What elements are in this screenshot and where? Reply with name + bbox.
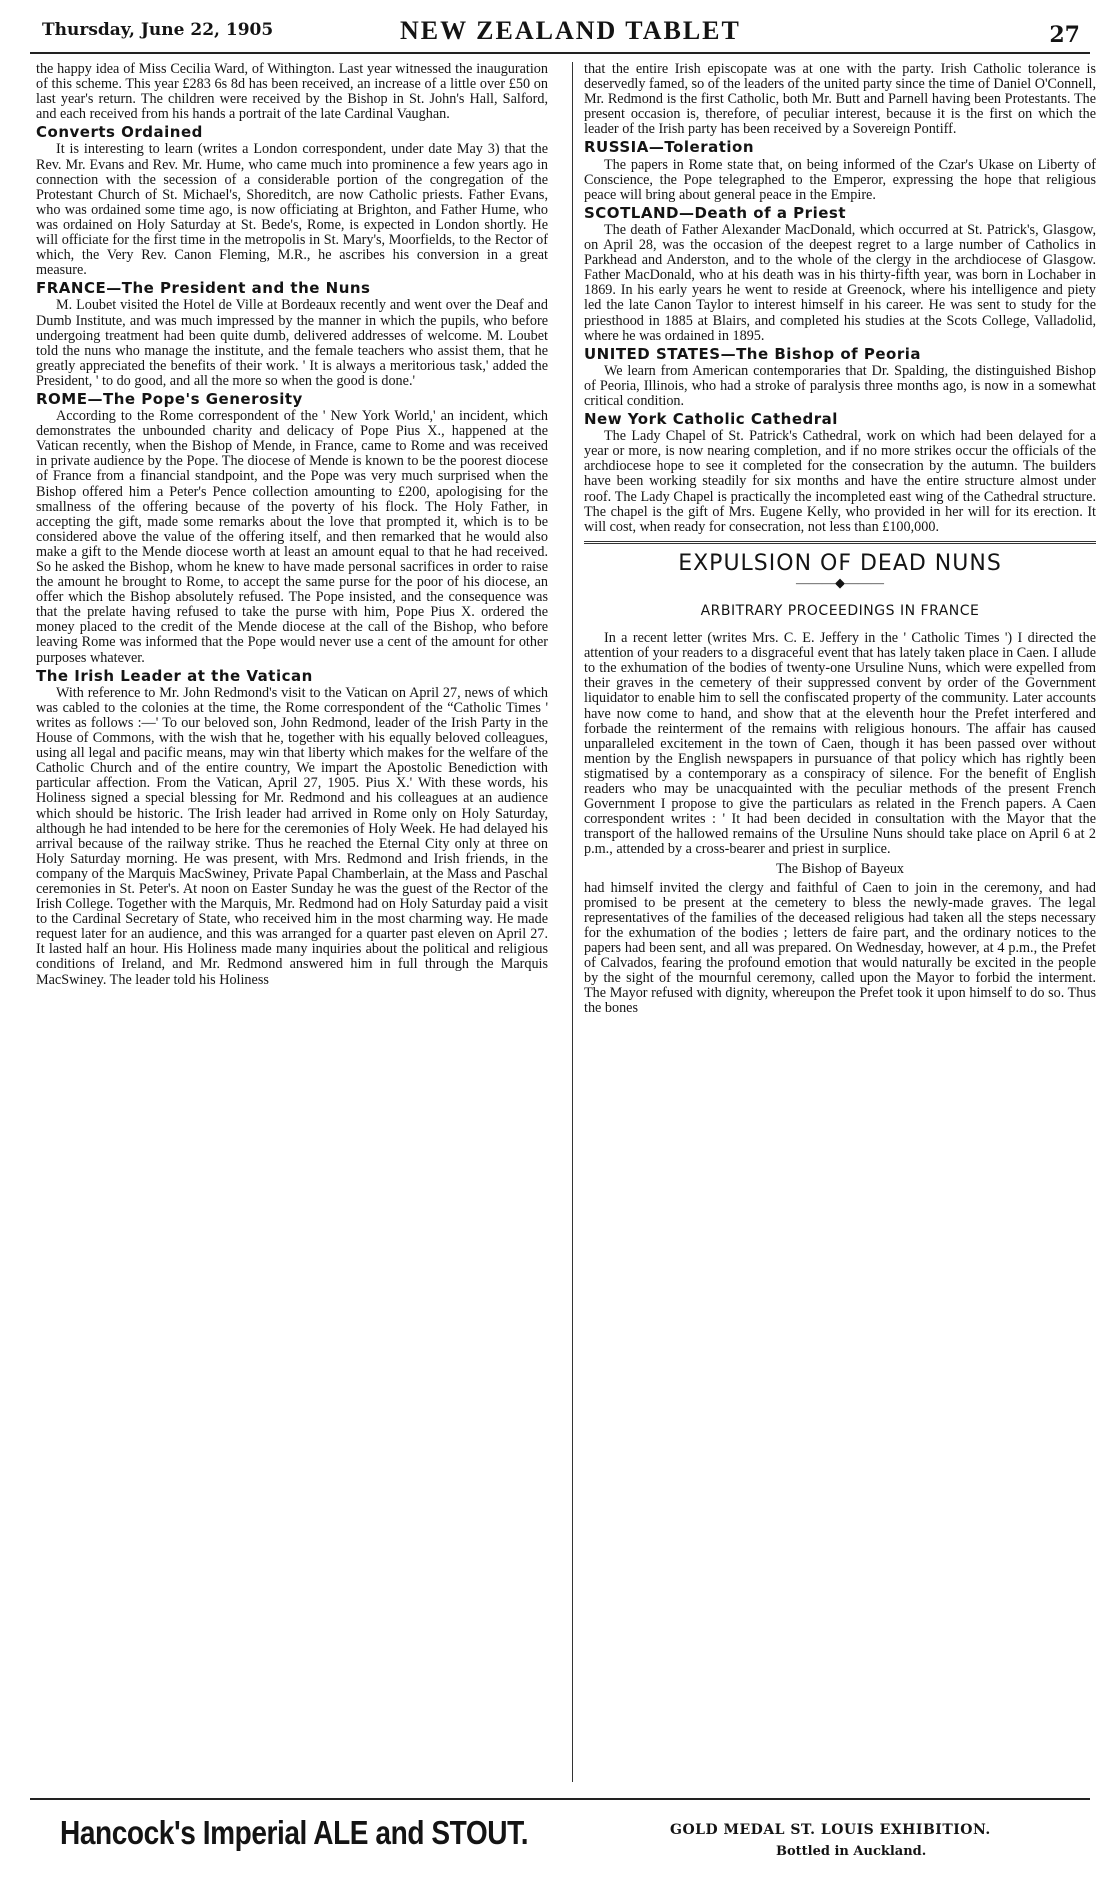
newspaper-title: NEW ZEALAND TABLET: [400, 16, 741, 45]
column-divider: [572, 62, 573, 1782]
bottled-in-auckland-line: Bottled in Auckland.: [776, 1844, 927, 1859]
right-column: [584, 62, 1096, 1782]
france-heading: FRANCE—The President and the Nuns: [36, 279, 371, 298]
right-intro-paragraph: that the entire Irish episcopate was at one with the party. Irish Catholic tolerance is deservedly famed, so of the leaders of the united party since the time of Daniel O'Connell, Mr. Redmond is the first Catholic, both Mr. Butt and Parnell having been Protestants. The present occasion is, therefore, of peculiar interest, because it is the first on which the leader of the Irish party has been received by a Sovereign Pontiff.: [584, 62, 1096, 138]
footer-advertisement-bar: [30, 1798, 1090, 1870]
page-number: 27: [1049, 22, 1080, 48]
scotland-heading: SCOTLAND—Death of a Priest: [584, 203, 846, 222]
russia-paragraph: The papers in Rome state that, on being informed of the Czar's Ukase on Liberty of Conscience, the Pope telegraphed to the Emperor, expressing the hope that religious peace will bring about general peace in the Empire.: [584, 156, 1096, 203]
expulsion-headline: EXPULSION OF DEAD NUNS: [678, 550, 1002, 576]
converts-heading: Converts Ordained: [36, 123, 203, 142]
gold-medal-line: GOLD MEDAL ST. LOUIS EXHIBITION.: [670, 1822, 991, 1838]
masthead: [30, 12, 1090, 54]
russia-heading: RUSSIA—Toleration: [584, 138, 755, 157]
scotland-paragraph: The death of Father Alexander MacDonald, which occurred at St. Patrick's, Glasgow, on April 28, was the occasion of the deepest regret to a large number of Catholics in Parkhead and Anderston, and to the whole of the clergy in the archdiocese of Glasgow. Father MacDonald, who at his death was in his thirty-fifth year, was born in Lochaber in 1869. In his early years he went to reside at Greenock, where his intelligence and piety led the late Canon Taylor to interest himself in his career. He was sent to study for the priesthood in 1885 at Blairs, and completed his studies at the Scots College, Valladolid, where he was ordained in 1895.: [584, 221, 1096, 344]
left-intro-paragraph: the happy idea of Miss Cecilia Ward, of Withington. Last year witnessed the inauguration of this scheme. This year £283 6s 8d has been received, an increase of a little over £50 on last year's return. The children were received by the Bishop in St. John's Hall, Salford, and each received from his hands a portrait of the late Cardinal Vaughan.: [36, 62, 548, 123]
france-paragraph: M. Loubet visited the Hotel de Ville at Bordeaux recently and went over the Deaf and Dumb Institute, and was much impressed by the manner in which the pupils, who before undergoing treatment had been quite dumb, delivered addresses of welcome. M. Loubet told the nuns who manage the institute, and the female teachers who assist them, that he greatly appreciated the benefits of their work. ' It is always a meritorious task,' added the President, ' to do good, and all the more so when the good is done.': [36, 297, 548, 389]
issue-date: Thursday, June 22, 1905: [42, 20, 274, 40]
rome-heading: ROME—The Pope's Generosity: [36, 389, 303, 408]
expulsion-paragraph: In a recent letter (writes Mrs. C. E. Jeffery in the ' Catholic Times ') I directed the attention of your readers to a disgraceful event that has lately taken place in Caen. I allude to the exhumation of the bodies of twenty-one Ursuline Nuns, which were expelled from their graves in the cemetery of their suppressed convent by order of the Government liquidator to enable him to sell the confiscated property of the community. Later accounts have now come to hand, and show that at the eleventh hour the Prefet interfered and forbade the reinterment of the remains with religious honours. The affair has caused unparalleled excitement in the town of Caen, though it has been passed over without mention by the English newspapers in pursuance of that policy which has rightly been stigmatised by a contemporary as a conspiracy of silence. For the benefit of English readers who may be unacquainted with the peculiar methods of the present French Government I propose to give the particulars as related in the French papers. A Caen correspondent writes : ' It had been decided in consultation with the Mayor that the transport of the hallowed remains of the Ursuline Nuns should take place on April 6 at 2 p.m., attended by a cross-bearer and priest in surplice.: [584, 630, 1096, 858]
irish-leader-paragraph: With reference to Mr. John Redmond's visit to the Vatican on April 27, news of which was cabled to the colonies at the time, the Rome correspondent of the “Catholic Times ' writes as follows :—' To our beloved son, John Redmond, leader of the Irish Party in the House of Commons, with the wish that he, together with his equally beloved colleagues, using all legal and pacific means, may win that liberty which makes for the welfare of the Catholic Church and of the entire country, We impart the Apostolic Benediction with particular affection. From the Vatican, April 27, 1905. Pius X.' With these words, his Holiness signed a special blessing for Mr. Redmond and his colleagues at an audience which should be historic. The Irish leader had arrived in Rome only on Holy Saturday, although he had intended to be here for the ceremonies of Holy Week. He had delayed his arrival because of the railway strike. Thus he reached the Eternal City only at three on Holy Saturday morning. He was present, with Mrs. Redmond and Irish friends, in the company of the Marquis MacSwiney, Private Papal Chamberlain, at the Mass and Paschal ceremonies in St. Peter's. At noon on Easter Sunday he was the guest of the Rector of the Irish College. Together with the Marquis, Mr. Redmond had on Holy Saturday paid a visit to the Cardinal Secretary of State, who received him in the most charming way. He made request later for an audience, and this was arranged for a quarter past eleven on April 27. It lasted half an hour. His Holiness made many inquiries about the political and religious conditions of Ireland, and Mr. Redmond answered him in full through the Marquis MacSwiney. The leader told his Holiness: [36, 684, 548, 988]
bayeux-paragraph: had himself invited the clergy and faithful of Caen to join in the ceremony, and had promised to be present at the cemetery to bless the newly-made graves. The legal representatives of the families of the deceased religious had taken all the steps necessary for the exhumation of the bodies ; letters de faire part, and the ordinary notices to the papers had been sent, and all was prepared. On Wednesday, however, at 4 p.m., the Prefet of Calvados, fearing the profound emotion that would naturally be excited in the people by the sight of the mournful ceremony, called upon the Mayor to forbid the interment. The Mayor refused with dignity, whereupon the Prefet took it upon himself to do so. Thus the bones: [584, 879, 1096, 1017]
hancocks-ale-advertisement: Hancock's Imperial ALE and STOUT.: [60, 1814, 529, 1851]
new-york-paragraph: The Lady Chapel of St. Patrick's Cathedral, work on which had been delayed for a year or more, is now nearing completion, and if no more strikes occur the officials of the archdiocese hope to see it completed for the consecration by the autumn. The builders have been working steadily for six months and have the entire structure almost under roof. The Lady Chapel is practically the incompleted east wing of the Cathedral structure. The chapel is the gift of Mrs. Eugene Kelly, who provided in her will for its erection. It will cost, when ready for consecration, not less than £100,000.: [584, 428, 1096, 535]
converts-paragraph: It is interesting to learn (writes a London correspondent, under date May 3) that the Rev. Mr. Evans and Rev. Mr. Hume, who came much into prominence a few years ago in connection with the secession of a considerable portion of the congregation of the Protestant Church of St. Michael's, Shoreditch, are now Catholic priests. Father Evans, who was ordained some time ago, is now officiating at Brighton, and Father Hume, who was ordained on Holy Saturday at St. Bede's, Rome, is expected in London shortly. He will officiate for the first time in the metropolis in St. Mary's, Moorfields, to the Rector of which, the Very Rev. Canon Fleming, M.R., he ascribes his conversion in a great measure.: [36, 141, 548, 279]
irish-leader-heading: The Irish Leader at the Vatican: [36, 666, 313, 685]
left-column: [36, 62, 548, 1786]
bayeux-subheading: The Bishop of Bayeux: [775, 860, 905, 877]
new-york-heading: New York Catholic Cathedral: [584, 410, 838, 429]
united-states-heading: UNITED STATES—The Bishop of Peoria: [584, 344, 922, 363]
section-rule: [584, 541, 1096, 544]
united-states-paragraph: We learn from American contemporaries that Dr. Spalding, the distinguished Bishop of Peoria, Illinois, who had a stroke of paralysis three months ago, is now in a somewhat critical condition.: [584, 362, 1096, 409]
expulsion-subheadline: ARBITRARY PROCEEDINGS IN FRANCE: [700, 603, 980, 619]
rome-paragraph: According to the Rome correspondent of the ' New York World,' an incident, which demonstrates the unbounded charity and delicacy of Pope Pius X., happened at the Vatican recently, when the Bishop of Mende, in France, came to Rome and was received in private audience by the Pope. The diocese of Mende is known to be the poorest diocese of France from a financial standpoint, and the Pope was very much surprised when the Bishop offered him a Peter's Pence collection amounting to £200, apologising for the smallness of the offering because of the poverty of his flock. The Holy Father, in accepting the gift, made some remarks about the love that prompted it, which is to be considered above the value of the offering itself, and then remarked that he would also make a gift to the Mende diocese worth at least an amount equal to that he had received. So he asked the Bishop, whom he knew to have made personal sacrifices in order to raise the amount he brought to Rome, to accept the same purse for the poor of his diocese, an offer which the Bishop absolutely refused. The Pope insisted, and the consequence was that the prelate having refused to take the purse with him, Pope Pius X. ordered the money placed to the credit of the Mende diocese at the call of the Bishop, who before leaving Rome was informed that the Pope would never use a cent of the amount for other purposes whatever.: [36, 408, 548, 666]
ornament-divider: ———◆———: [796, 574, 884, 590]
